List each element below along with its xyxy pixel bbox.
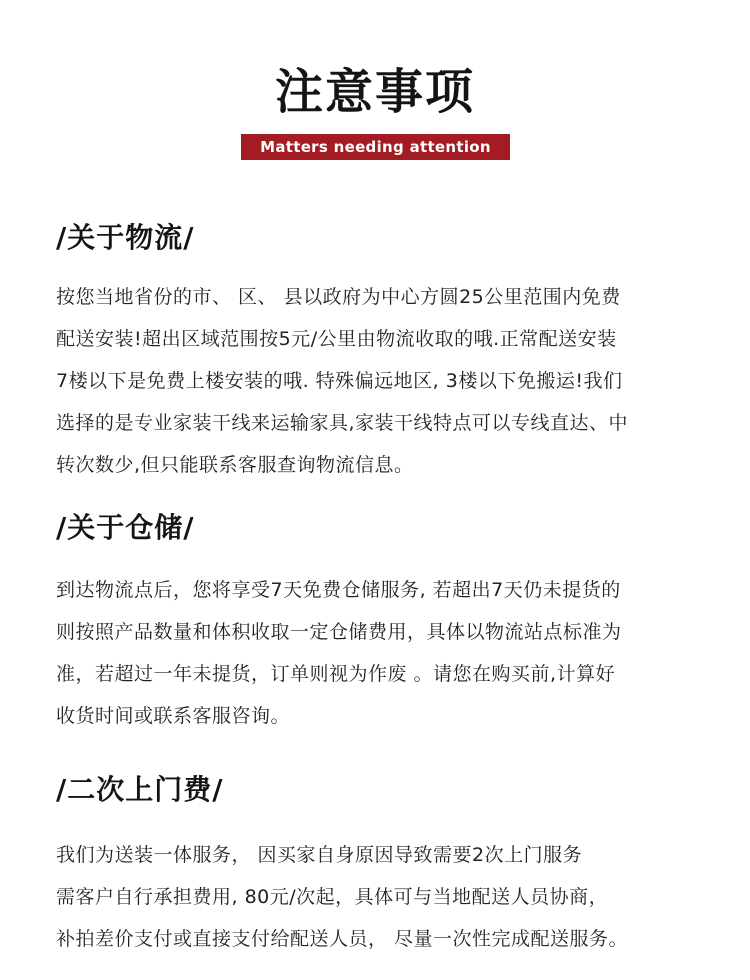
section-heading-logistics: /关于物流/ xyxy=(56,221,195,254)
subtitle-banner: Matters needing attention xyxy=(241,134,510,160)
page-title: 注意事项 xyxy=(274,64,475,120)
section-body-logistics xyxy=(56,276,696,486)
body-line: 需客户自行承担费用, 80元/次起，具体可与当地配送人员协商， xyxy=(56,886,609,908)
section-body-storage xyxy=(56,569,696,737)
body-line: 收货时间或联系客服咨询。 xyxy=(56,705,291,727)
body-line: 我们为送装一体服务， 因买家自身原因导致需要2次上门服务 xyxy=(56,844,583,866)
section-heading-second-visit: /二次上门费/ xyxy=(56,773,224,806)
body-line: 7楼以下是免费上楼安装的哦. 特殊偏远地区, 3楼以下免搬运!我们 xyxy=(56,370,623,392)
section-heading-storage: /关于仓储/ xyxy=(56,511,195,544)
body-line: 按您当地省份的市、 区、 县以政府为中心方圆25公里范围内免费 xyxy=(56,286,621,308)
body-line: 准，若超过一年未提货，订单则视为作废 。请您在购买前,计算好 xyxy=(56,663,616,685)
body-line: 到达物流点后，您将享受7天免费仓储服务, 若超出7天仍未提货的 xyxy=(56,579,621,601)
body-line: 选择的是专业家装干线来运输家具,家装干线特点可以专线直达、中 xyxy=(56,412,629,434)
body-line: 则按照产品数量和体积收取一定仓储费用，具体以物流站点标准为 xyxy=(56,621,622,643)
section-body-second-visit xyxy=(56,834,696,960)
body-line: 补拍差价支付或直接支付给配送人员， 尽量一次性完成配送服务。 xyxy=(56,928,629,950)
body-line: 配送安装!超出区域范围按5元/公里由物流收取的哦.正常配送安装 xyxy=(56,328,617,350)
body-line: 转次数少,但只能联系客服查询物流信息。 xyxy=(56,454,414,476)
